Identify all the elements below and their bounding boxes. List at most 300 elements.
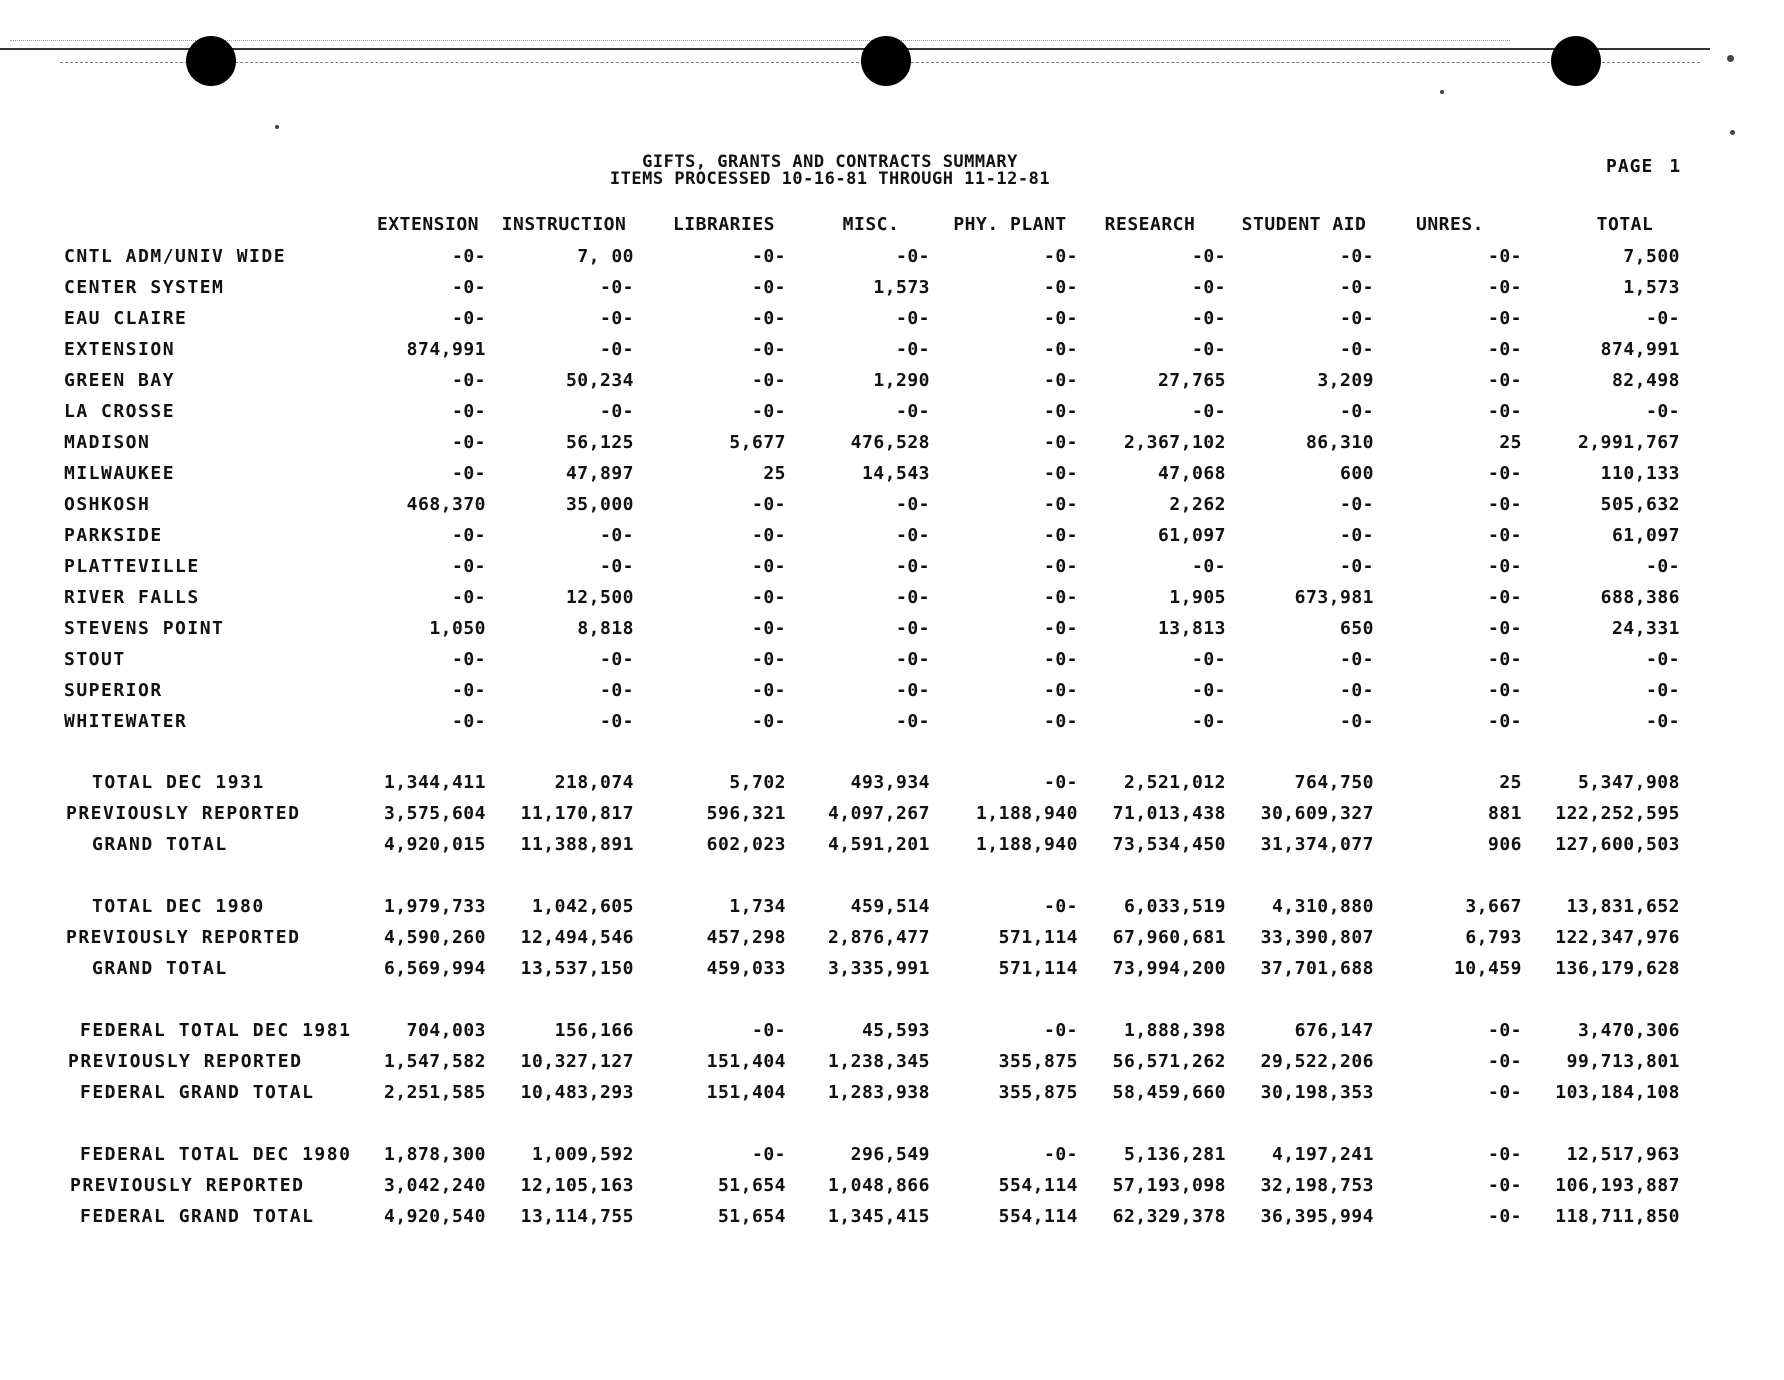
row-label: PREVIOUSLY REPORTED (68, 1051, 303, 1072)
summary-row (0, 832, 1784, 858)
row-value: 29,522,206 (1260, 1051, 1374, 1072)
row-value: 3,575,604 (383, 803, 486, 824)
row-value: 2,367,102 (1123, 432, 1226, 453)
row-value: -0- (451, 308, 486, 329)
row-value: -0- (599, 649, 634, 670)
row-value: -0- (1645, 711, 1680, 732)
row-value: 13,114,755 (520, 1206, 634, 1227)
row-value: 25 (1499, 432, 1522, 453)
row-label: GRAND TOTAL (92, 834, 228, 855)
row-value: 650 (1339, 618, 1374, 639)
row-value: 10,483,293 (520, 1082, 634, 1103)
row-value: -0- (1339, 711, 1374, 732)
row-value: -0- (451, 277, 486, 298)
row-label: OSHKOSH (64, 494, 151, 515)
row-value: -0- (451, 463, 486, 484)
row-value: -0- (1487, 587, 1522, 608)
row-value: 1,905 (1169, 587, 1226, 608)
row-value: 1,048,866 (827, 1175, 930, 1196)
row-value: 906 (1487, 834, 1522, 855)
row-label: PLATTEVILLE (64, 556, 200, 577)
row-value: -0- (1043, 494, 1078, 515)
row-value: -0- (751, 525, 786, 546)
table-row (0, 306, 1784, 332)
row-value: 73,534,450 (1112, 834, 1226, 855)
row-value: 459,033 (706, 958, 786, 979)
row-value: 1,547,582 (383, 1051, 486, 1072)
column-header-research: RESEARCH (1104, 214, 1196, 235)
row-value: -0- (895, 339, 930, 360)
row-value: 156,166 (554, 1020, 634, 1041)
row-value: -0- (751, 649, 786, 670)
row-label: PARKSIDE (64, 525, 163, 546)
row-value: 51,654 (717, 1175, 786, 1196)
row-value: -0- (1043, 772, 1078, 793)
row-value: 355,875 (998, 1082, 1078, 1103)
row-value: 62,329,378 (1112, 1206, 1226, 1227)
row-value: 571,114 (998, 927, 1078, 948)
row-value: -0- (1043, 680, 1078, 701)
row-value: 1,009,592 (531, 1144, 634, 1165)
row-value: 1,878,300 (383, 1144, 486, 1165)
row-value: -0- (1043, 618, 1078, 639)
row-value: -0- (751, 401, 786, 422)
row-value: 493,934 (850, 772, 930, 793)
row-value: 1,573 (873, 277, 930, 298)
row-value: 355,875 (998, 1051, 1078, 1072)
row-value: -0- (895, 401, 930, 422)
row-value: -0- (1339, 308, 1374, 329)
row-value: 881 (1487, 803, 1522, 824)
row-value: -0- (1043, 463, 1078, 484)
row-value: 704,003 (406, 1020, 486, 1041)
row-value: -0- (599, 711, 634, 732)
row-value: 13,537,150 (520, 958, 634, 979)
summary-row (0, 801, 1784, 827)
summary-row (0, 770, 1784, 796)
row-value: 11,170,817 (520, 803, 634, 824)
row-value: 14,543 (861, 463, 930, 484)
row-value: 8,818 (577, 618, 634, 639)
row-value: -0- (1487, 711, 1522, 732)
row-value: -0- (599, 556, 634, 577)
report-title-line1: GIFTS, GRANTS AND CONTRACTS SUMMARY (642, 152, 1018, 172)
row-value: 554,114 (998, 1175, 1078, 1196)
row-value: 57,193,098 (1112, 1175, 1226, 1196)
summary-row (0, 1049, 1784, 1075)
row-value: 110,133 (1600, 463, 1680, 484)
punch-hole-right (1551, 36, 1601, 86)
summary-row (0, 956, 1784, 982)
row-value: 1,238,345 (827, 1051, 930, 1072)
row-value: -0- (1043, 246, 1078, 267)
row-value: 86,310 (1305, 432, 1374, 453)
row-label: MILWAUKEE (64, 463, 176, 484)
row-value: 4,591,201 (827, 834, 930, 855)
row-value: -0- (751, 711, 786, 732)
summary-row (0, 925, 1784, 951)
row-value: -0- (451, 680, 486, 701)
row-value: -0- (1487, 649, 1522, 670)
row-value: 25 (1499, 772, 1522, 793)
row-value: -0- (751, 277, 786, 298)
row-value: 6,793 (1465, 927, 1522, 948)
row-value: 11,388,891 (520, 834, 634, 855)
row-value: 12,494,546 (520, 927, 634, 948)
row-value: -0- (1645, 401, 1680, 422)
row-value: 47,897 (565, 463, 634, 484)
row-value: -0- (1487, 277, 1522, 298)
page-label: PAGE (1606, 156, 1654, 177)
row-label: LA CROSSE (64, 401, 176, 422)
row-value: 56,571,262 (1112, 1051, 1226, 1072)
row-value: 32,198,753 (1260, 1175, 1374, 1196)
row-value: -0- (451, 246, 486, 267)
row-value: -0- (1487, 246, 1522, 267)
row-value: 6,033,519 (1123, 896, 1226, 917)
row-value: 13,813 (1157, 618, 1226, 639)
row-value: -0- (1487, 525, 1522, 546)
row-value: -0- (895, 556, 930, 577)
row-value: -0- (1043, 339, 1078, 360)
row-value: -0- (599, 277, 634, 298)
row-value: -0- (1487, 1206, 1522, 1227)
row-value: -0- (1191, 556, 1226, 577)
row-value: -0- (1487, 1144, 1522, 1165)
row-value: 127,600,503 (1555, 834, 1680, 855)
row-value: -0- (751, 246, 786, 267)
scan-speck (1440, 90, 1444, 94)
row-value: 1,283,938 (827, 1082, 930, 1103)
row-value: -0- (895, 680, 930, 701)
row-value: -0- (751, 308, 786, 329)
row-value: 13,831,652 (1566, 896, 1680, 917)
table-row (0, 368, 1784, 394)
row-value: 1,979,733 (383, 896, 486, 917)
row-value: -0- (451, 711, 486, 732)
row-label: CNTL ADM/UNIV WIDE (64, 246, 287, 267)
row-value: 1,573 (1623, 277, 1680, 298)
row-value: -0- (1339, 401, 1374, 422)
row-value: -0- (599, 525, 634, 546)
row-value: 673,981 (1294, 587, 1374, 608)
row-value: -0- (895, 618, 930, 639)
row-value: 476,528 (850, 432, 930, 453)
row-value: -0- (1339, 525, 1374, 546)
row-value: -0- (1043, 1144, 1078, 1165)
row-value: -0- (895, 525, 930, 546)
row-value: -0- (1043, 432, 1078, 453)
table-row (0, 244, 1784, 270)
row-value: -0- (751, 339, 786, 360)
row-value: -0- (751, 494, 786, 515)
row-value: 71,013,438 (1112, 803, 1226, 824)
row-value: -0- (895, 494, 930, 515)
column-header-total: TOTAL (1596, 214, 1654, 235)
row-value: -0- (1043, 711, 1078, 732)
table-row (0, 647, 1784, 673)
row-value: -0- (1487, 308, 1522, 329)
column-header-unres: UNRES. (1415, 214, 1485, 235)
row-label: PREVIOUSLY REPORTED (66, 927, 301, 948)
row-value: -0- (751, 370, 786, 391)
punch-hole-center (861, 36, 911, 86)
row-value: -0- (451, 432, 486, 453)
row-label: TOTAL DEC 1931 (92, 772, 265, 793)
row-value: 7,500 (1623, 246, 1680, 267)
row-value: -0- (1043, 525, 1078, 546)
row-value: 61,097 (1157, 525, 1226, 546)
row-value: 31,374,077 (1260, 834, 1374, 855)
punch-hole-left (186, 36, 236, 86)
row-value: -0- (1487, 1051, 1522, 1072)
perforation-line (0, 48, 1710, 50)
row-value: 118,711,850 (1555, 1206, 1680, 1227)
row-value: 571,114 (998, 958, 1078, 979)
row-label: EAU CLAIRE (64, 308, 188, 329)
row-label: PREVIOUSLY REPORTED (66, 803, 301, 824)
row-value: 1,345,415 (827, 1206, 930, 1227)
row-value: 56,125 (565, 432, 634, 453)
page-indicator (1606, 156, 1681, 177)
row-value: 6,569,994 (383, 958, 486, 979)
row-value: 3,209 (1317, 370, 1374, 391)
row-value: 4,920,540 (383, 1206, 486, 1227)
row-value: 5,136,281 (1123, 1144, 1226, 1165)
row-value: 4,920,015 (383, 834, 486, 855)
row-value: -0- (1487, 401, 1522, 422)
row-value: -0- (1339, 680, 1374, 701)
row-value: 3,042,240 (383, 1175, 486, 1196)
row-value: 151,404 (706, 1051, 786, 1072)
summary-row (0, 1173, 1784, 1199)
row-value: -0- (1191, 711, 1226, 732)
row-value: 218,074 (554, 772, 634, 793)
row-value: -0- (1191, 277, 1226, 298)
row-value: 50,234 (565, 370, 634, 391)
row-value: -0- (1487, 618, 1522, 639)
row-value: 12,517,963 (1566, 1144, 1680, 1165)
row-label: SUPERIOR (64, 680, 163, 701)
row-value: 4,097,267 (827, 803, 930, 824)
row-value: 45,593 (861, 1020, 930, 1041)
row-value: -0- (1339, 556, 1374, 577)
row-value: -0- (1191, 246, 1226, 267)
summary-row (0, 1204, 1784, 1230)
row-value: -0- (1339, 277, 1374, 298)
row-value: 27,765 (1157, 370, 1226, 391)
summary-row (0, 1018, 1784, 1044)
row-value: -0- (1487, 370, 1522, 391)
row-value: 602,023 (706, 834, 786, 855)
row-value: -0- (1191, 339, 1226, 360)
row-value: 1,042,605 (531, 896, 634, 917)
row-value: 35,000 (565, 494, 634, 515)
row-value: 505,632 (1600, 494, 1680, 515)
row-value: 10,327,127 (520, 1051, 634, 1072)
report-title-line2: ITEMS PROCESSED 10-16-81 THROUGH 11-12-81 (609, 169, 1051, 189)
row-value: 874,991 (1600, 339, 1680, 360)
row-value: 1,188,940 (975, 803, 1078, 824)
row-value: 554,114 (998, 1206, 1078, 1227)
row-value: 688,386 (1600, 587, 1680, 608)
row-label: FEDERAL TOTAL DEC 1981 (80, 1020, 352, 1041)
summary-row (0, 1142, 1784, 1168)
row-value: -0- (451, 649, 486, 670)
row-value: 5,702 (729, 772, 786, 793)
row-value: -0- (1043, 896, 1078, 917)
row-value: 4,197,241 (1271, 1144, 1374, 1165)
table-row (0, 430, 1784, 456)
summary-row (0, 894, 1784, 920)
row-value: -0- (1487, 1175, 1522, 1196)
row-value: 61,097 (1611, 525, 1680, 546)
row-value: -0- (1339, 494, 1374, 515)
row-value: -0- (1043, 1020, 1078, 1041)
row-value: 122,252,595 (1555, 803, 1680, 824)
row-value: -0- (599, 308, 634, 329)
report-title (560, 154, 1100, 188)
column-header-student-aid: STUDENT AID (1241, 214, 1367, 235)
row-label: GRAND TOTAL (92, 958, 228, 979)
table-row (0, 492, 1784, 518)
column-header-libraries: LIBRARIES (672, 214, 776, 235)
row-value: -0- (751, 680, 786, 701)
row-value: -0- (1043, 556, 1078, 577)
row-value: 2,251,585 (383, 1082, 486, 1103)
row-value: 3,470,306 (1577, 1020, 1680, 1041)
page-number: 1 (1669, 156, 1682, 177)
row-value: 1,188,940 (975, 834, 1078, 855)
row-value: 874,991 (406, 339, 486, 360)
row-value: 5,677 (729, 432, 786, 453)
row-value: 67,960,681 (1112, 927, 1226, 948)
row-value: 106,193,887 (1555, 1175, 1680, 1196)
table-row (0, 616, 1784, 642)
row-value: 600 (1339, 463, 1374, 484)
row-value: 7, 00 (577, 246, 634, 267)
row-value: -0- (1043, 308, 1078, 329)
row-value: 73,994,200 (1112, 958, 1226, 979)
row-value: 5,347,908 (1577, 772, 1680, 793)
row-value: -0- (751, 1144, 786, 1165)
row-value: -0- (1487, 680, 1522, 701)
table-row (0, 275, 1784, 301)
row-value: -0- (1487, 556, 1522, 577)
row-label: CENTER SYSTEM (64, 277, 225, 298)
row-value: -0- (751, 556, 786, 577)
row-value: -0- (895, 308, 930, 329)
column-header-extension: EXTENSION (376, 214, 480, 235)
row-value: 122,347,976 (1555, 927, 1680, 948)
row-value: -0- (751, 587, 786, 608)
row-value: 4,590,260 (383, 927, 486, 948)
row-value: -0- (1191, 680, 1226, 701)
scan-speck (1730, 130, 1735, 135)
row-value: -0- (1339, 339, 1374, 360)
row-value: -0- (1043, 587, 1078, 608)
column-header-misc: MISC. (842, 214, 900, 235)
row-value: 296,549 (850, 1144, 930, 1165)
row-value: -0- (451, 401, 486, 422)
row-value: -0- (1191, 308, 1226, 329)
row-value: -0- (1043, 277, 1078, 298)
row-label: EXTENSION (64, 339, 176, 360)
row-value: 2,876,477 (827, 927, 930, 948)
row-value: 676,147 (1294, 1020, 1374, 1041)
row-value: 1,344,411 (383, 772, 486, 793)
row-value: -0- (1043, 401, 1078, 422)
row-value: -0- (1487, 1082, 1522, 1103)
row-label: STEVENS POINT (64, 618, 225, 639)
row-value: -0- (451, 556, 486, 577)
row-value: -0- (1043, 370, 1078, 391)
row-value: 25 (763, 463, 786, 484)
row-value: -0- (1645, 680, 1680, 701)
row-value: -0- (895, 649, 930, 670)
row-label: STOUT (64, 649, 126, 670)
row-value: 33,390,807 (1260, 927, 1374, 948)
row-value: 36,395,994 (1260, 1206, 1374, 1227)
row-value: 2,991,767 (1577, 432, 1680, 453)
row-value: -0- (895, 711, 930, 732)
row-value: -0- (1645, 649, 1680, 670)
row-value: -0- (1191, 649, 1226, 670)
column-header-instruction: INSTRUCTION (501, 214, 627, 235)
row-value: -0- (1645, 308, 1680, 329)
row-value: -0- (895, 587, 930, 608)
row-value: 764,750 (1294, 772, 1374, 793)
row-value: -0- (1645, 556, 1680, 577)
row-value: 136,179,628 (1555, 958, 1680, 979)
scan-speck (275, 125, 279, 129)
table-row (0, 461, 1784, 487)
row-value: 47,068 (1157, 463, 1226, 484)
row-value: 3,335,991 (827, 958, 930, 979)
row-value: 30,609,327 (1260, 803, 1374, 824)
row-value: 103,184,108 (1555, 1082, 1680, 1103)
row-label: FEDERAL GRAND TOTAL (80, 1206, 315, 1227)
row-value: 3,667 (1465, 896, 1522, 917)
column-header-phy-plant: PHY. PLANT (953, 214, 1067, 235)
row-label: FEDERAL TOTAL DEC 1980 (80, 1144, 352, 1165)
row-value: 12,105,163 (520, 1175, 634, 1196)
table-row (0, 523, 1784, 549)
row-value: 596,321 (706, 803, 786, 824)
table-row (0, 337, 1784, 363)
column-header-row (0, 212, 1784, 238)
row-value: -0- (1487, 463, 1522, 484)
row-value: 2,521,012 (1123, 772, 1226, 793)
row-value: 10,459 (1453, 958, 1522, 979)
row-value: 151,404 (706, 1082, 786, 1103)
row-value: 459,514 (850, 896, 930, 917)
row-value: -0- (599, 680, 634, 701)
row-value: -0- (751, 618, 786, 639)
table-row (0, 554, 1784, 580)
row-value: -0- (1487, 494, 1522, 515)
row-label: FEDERAL GRAND TOTAL (80, 1082, 315, 1103)
row-value: 99,713,801 (1566, 1051, 1680, 1072)
row-value: -0- (599, 401, 634, 422)
row-value: -0- (751, 1020, 786, 1041)
row-value: -0- (1339, 246, 1374, 267)
row-value: -0- (1339, 649, 1374, 670)
scan-speck (1727, 55, 1734, 62)
row-value: 1,734 (729, 896, 786, 917)
row-label: PREVIOUSLY REPORTED (70, 1175, 305, 1196)
row-value: 37,701,688 (1260, 958, 1374, 979)
